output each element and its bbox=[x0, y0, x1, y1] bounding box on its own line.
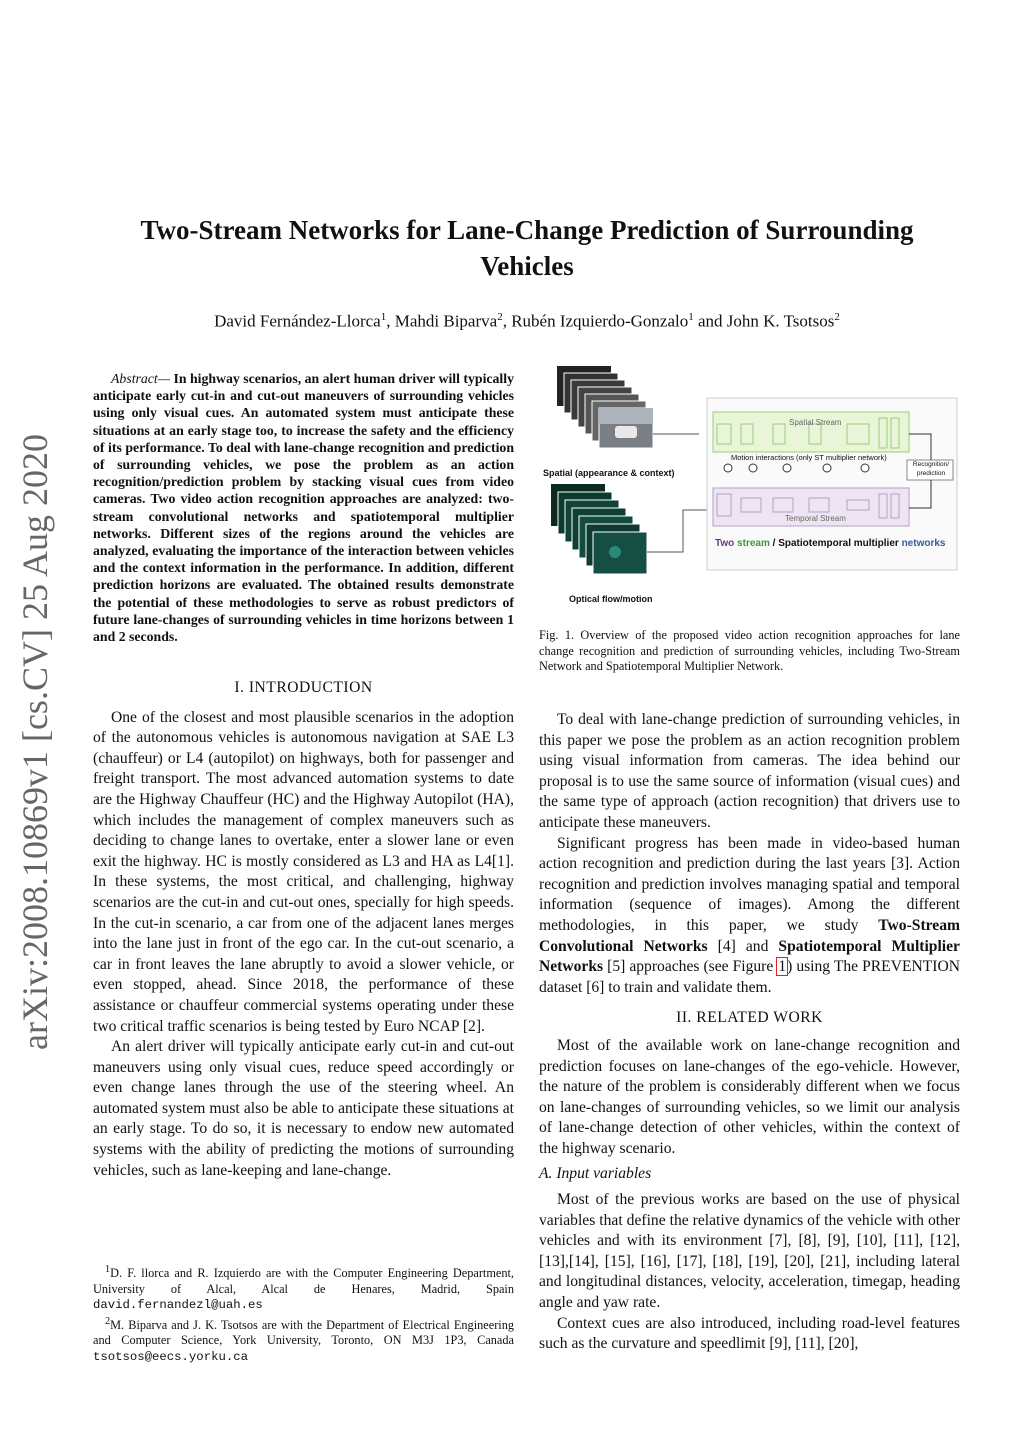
input-paragraph-1: Most of the previous works are based on the use of physical variables that define the relative dynamics of the vehicle with other vehicles and with its environment [7], [8], [9], [10], [11], [12], [13],[14], [15], [16], [17], [18], [19], [20], [21], including lateral and longitudinal distances, velocity, acceleration, timegap, heading angle and yaw rate. bbox=[539, 1191, 960, 1312]
input-variables-heading: A. Input variables bbox=[539, 1165, 652, 1183]
figure-legend bbox=[715, 538, 945, 549]
legend-separator: / bbox=[772, 538, 776, 549]
abstract-label: Abstract— bbox=[111, 371, 171, 386]
footnote-2 bbox=[93, 1314, 514, 1366]
abstract-text: In highway scenarios, an alert human driver will typically anticipate early cut-in and cut-out maneuvers of surrounding vehicles using only visual cues. An automated system must anticipate these situations at an early stage too, to increase the safety and the efficiency of its performance. To deal with lane-change recognition and prediction of surrounding vehicles, we pose the problem as an action recognition/prediction problem by stacking visual cues from video cameras. Two video action recognition approaches are analyzed: two-stream convolutional networks and spatiotemporal multiplier networks. Different sizes of the regions around the vehicles are analyzed, evaluating the importance of the interaction between vehicles and the context information in the performance. In addition, different prediction horizons are evaluated. The obtained results demonstrate the potential of these methodologies to serve as robust predictors of future lane-changes of surrounding vehicles in time horizons between 1 and 2 seconds. bbox=[93, 371, 514, 645]
spatiotemporal-term: Spatiotemporal Multiplier Networks bbox=[539, 937, 960, 976]
footnote-1-mark: 1 bbox=[105, 1264, 111, 1275]
paper-title: Two-Stream Networks for Lane-Change Prediction of Surrounding Vehicles bbox=[140, 215, 914, 281]
author-1-affiliation: 1 bbox=[380, 311, 387, 323]
introduction-section bbox=[93, 678, 514, 1181]
introduction-heading: I. INTRODUCTION bbox=[234, 679, 373, 696]
temporal-stream-label: Temporal Stream bbox=[785, 514, 846, 523]
right-paragraph-2: Significant progress has been made in video-based human action recognition and prediction during the last years [3]. Action recognition and prediction involves managing spatial and temporal information (sequence of images). Among the different methodologies, in this paper, we study Two-Stream Convolutional Networks [4] and Spatiotemporal Multiplier Networks [5] approaches (see Figure 1) using The PREVENTION dataset [6] to train and validate them. bbox=[539, 834, 960, 996]
figure-1-diagram bbox=[539, 362, 960, 612]
legend-two: Two bbox=[715, 538, 735, 549]
author-1: David Fernández-Llorca bbox=[214, 311, 381, 331]
footnotes bbox=[93, 1262, 514, 1365]
footnote-1 bbox=[93, 1262, 514, 1314]
arxiv-identifier: arXiv:2008.10869v1 [cs.CV] 25 Aug 2020 bbox=[15, 434, 55, 1050]
author-4-affiliation: 2 bbox=[834, 311, 840, 323]
optical-flow-frames-icon bbox=[551, 484, 647, 574]
footnote-2-mark: 2 bbox=[105, 1315, 111, 1327]
footnote-2-text: M. Biparva and J. K. Tsotsos are with the Department of Electrical Engineering and Computer Science, York University, Toronto, ON M3J 1P3, Canada bbox=[93, 1317, 514, 1348]
spatial-stream-label: Spatial Stream bbox=[789, 418, 842, 427]
author-2-affiliation: 2 bbox=[497, 311, 503, 323]
related-work-heading: II. RELATED WORK bbox=[676, 1009, 823, 1027]
author-3: , Rubén Izquierdo-Gonzalo bbox=[502, 311, 689, 331]
right-paragraph-1: To deal with lane-change prediction of surrounding vehicles, in this paper we pose the problem as an action recognition problem using visual information from cameras. The idea behind our proposal is to use the same source of information (visual cues) and the same type of approach (action recognition) that drivers use to anticipate these maneuvers. bbox=[539, 711, 960, 831]
legend-spatiotemporal: Spatiotemporal multiplier bbox=[778, 538, 899, 549]
abstract bbox=[93, 370, 514, 645]
author-2: , Mahdi Biparva bbox=[386, 311, 498, 331]
intro-paragraph-1: One of the closest and most plausible scenarios in the adoption of the autonomous vehicles is autonomous navigation at SAE L3 (chauffeur) or L4 (autopilot) on highways, both for passenger and freight transport. The most advanced automation systems to date are the Highway Chauffeur (HC) and the Highway Autopilot (HA), which includes the management of complex maneuvers such as deciding to change lanes to overtake, enter a slower lane or even exit the highway. HC is mostly considered as L3 and HA as L4[1]. In these systems, the most critical, and challenging, highway scenarios are the cut-in and cut-out ones, specially for high speeds. In the cut-in scenario, a car from one of the adjacent lanes merges into the lane just in front of the ego car. In the cut-out scenario, a car in front leaves the lane abruptly to avoid a slower vehicle, or even stopped, ahead. Since 2018, the performance of these assistance or chauffeur commercial systems operating under these two critical traffic scenarios is being tested by Euro NCAP [2]. bbox=[93, 708, 514, 1035]
footnote-2-email[interactable]: tsotsos@eecs.yorku.ca bbox=[93, 1349, 248, 1364]
legend-networks: networks bbox=[901, 538, 946, 549]
legend-stream: stream bbox=[737, 538, 770, 549]
footnote-1-email[interactable]: david.fernandezl@uah.es bbox=[93, 1298, 263, 1313]
two-stream-term: Two-Stream Convolutional Networks bbox=[539, 916, 960, 955]
figure-1-link[interactable]: 1 bbox=[778, 958, 787, 976]
right-column bbox=[539, 710, 960, 1355]
spatial-frames-icon bbox=[557, 366, 653, 448]
recognition-label: Recognition/ prediction bbox=[912, 461, 950, 477]
figure-1 bbox=[539, 362, 960, 612]
motion-interactions-label: Motion interactions (only ST multiplier network) bbox=[731, 453, 887, 462]
spatial-label: Spatial (appearance & context) bbox=[543, 468, 675, 478]
footnote-1-text: D. F. llorca and R. Izquierdo are with the Computer Engineering Department, University of Alcal, Alcal de Henares, Madrid, Spain bbox=[93, 1266, 514, 1296]
author-3-affiliation: 1 bbox=[688, 311, 694, 323]
author-list bbox=[100, 311, 954, 332]
author-4: and John K. Tsotsos bbox=[693, 311, 835, 331]
optical-flow-label: Optical flow/motion bbox=[569, 594, 653, 604]
related-paragraph-1: Most of the available work on lane-change recognition and prediction focuses on lane-changes of the ego-vehicle. However, the nature of the problem is considerably different when we focus on lane-changes of surrounding vehicles, so we limit our analysis of lane-change detection of other vehicles, within the context of the highway scenario. bbox=[539, 1036, 960, 1157]
figure-1-caption: Fig. 1. Overview of the proposed video action recognition approaches for lane change recognition and prediction of surrounding vehicles, including Two-Stream Network and Spatiotemporal Multiplier Network. bbox=[539, 628, 960, 674]
intro-paragraph-2: An alert driver will typically anticipate early cut-in and cut-out maneuvers using only visual cues, reduce speed accordingly or even change lanes through the use of the steering wheel. An automated system must also be able to anticipate these situations at an early stage. To do so, it is necessary to endow new automated systems with the ability of predicting the motions of surrounding vehicles, such as lane-keeping and lane-change. bbox=[93, 1038, 514, 1179]
input-paragraph-2: Context cues are also introduced, including road-level features such as the curvature and speedlimit [9], [11], [20], bbox=[539, 1314, 960, 1353]
